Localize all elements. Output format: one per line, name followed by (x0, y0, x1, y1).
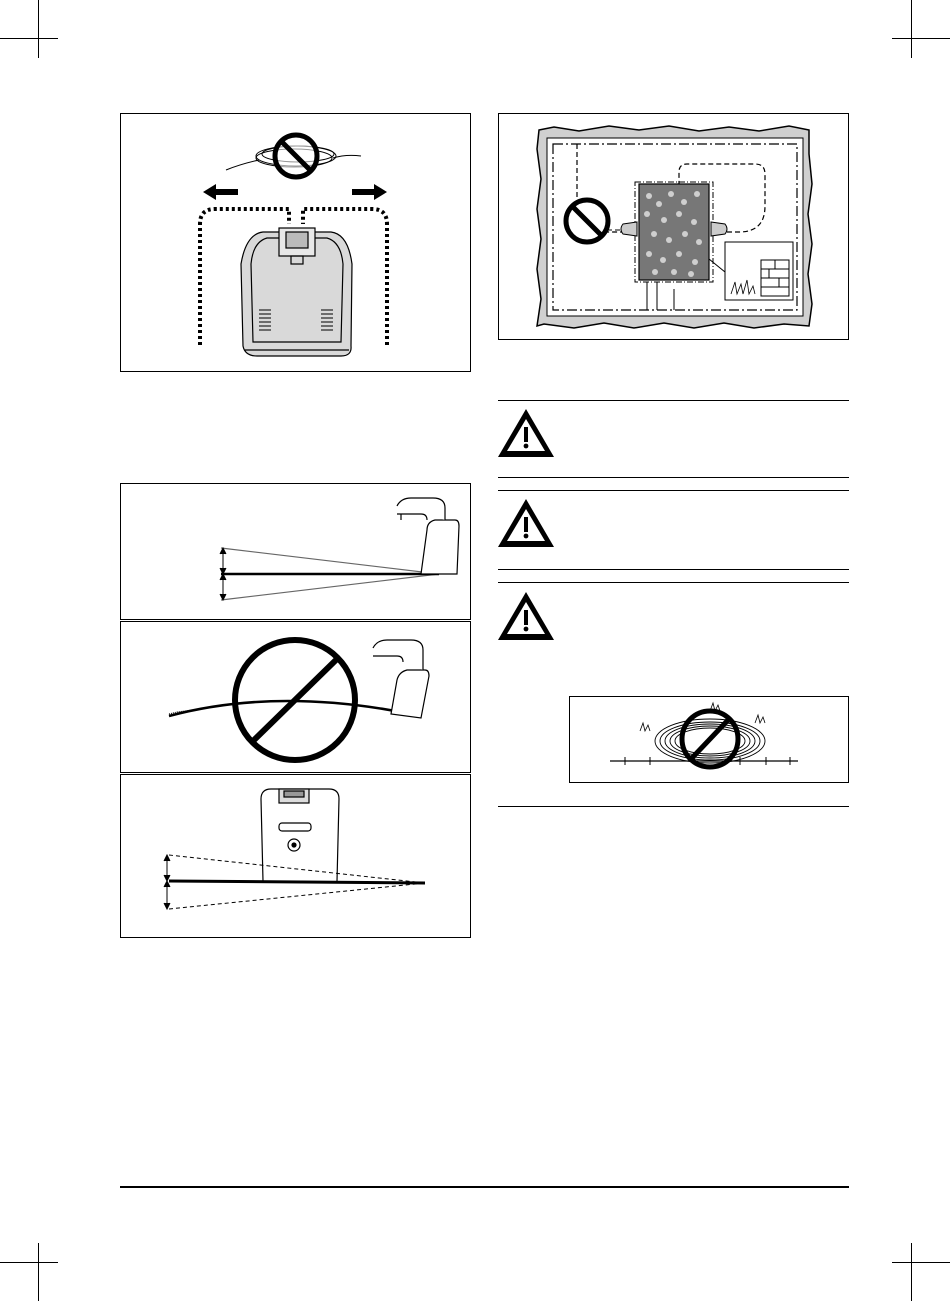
grass-icon (640, 703, 765, 731)
warning-rule-3-top (498, 582, 849, 583)
footer-rule (120, 1186, 849, 1188)
arrow-right-icon (352, 184, 387, 200)
hand-icon (397, 498, 459, 574)
warning-triangle-icon (498, 495, 558, 550)
prohibition-icon (235, 640, 355, 760)
connector-right (711, 222, 727, 236)
figure-level-cable (120, 483, 471, 620)
figure-curved-cable (120, 621, 471, 773)
charging-station-side-icon (261, 789, 339, 881)
warning-rule-1-bottom (498, 477, 849, 478)
figure-cable-exit (120, 113, 471, 372)
warning-triangle-icon (498, 405, 558, 460)
arrow-left-icon (203, 184, 238, 200)
warning-block-3 (498, 588, 558, 643)
figure-coiled-cable (569, 696, 849, 783)
figure-station-level (120, 774, 471, 938)
warning-rule-3-bottom (498, 806, 849, 807)
warning-block-1 (498, 405, 558, 460)
figure-obstacle-layout (498, 113, 849, 340)
warning-rule-2-bottom (498, 569, 849, 570)
warning-block-2 (498, 495, 558, 550)
ground-plate (169, 881, 425, 883)
prohibition-icon (275, 135, 317, 177)
warning-rule-1-top (498, 400, 849, 401)
warning-triangle-icon (498, 588, 558, 643)
hand-icon (373, 640, 429, 718)
connector-left (621, 222, 637, 236)
charging-station-icon (241, 228, 352, 356)
warning-rule-2-top (498, 490, 849, 491)
prohibition-icon (566, 200, 608, 242)
